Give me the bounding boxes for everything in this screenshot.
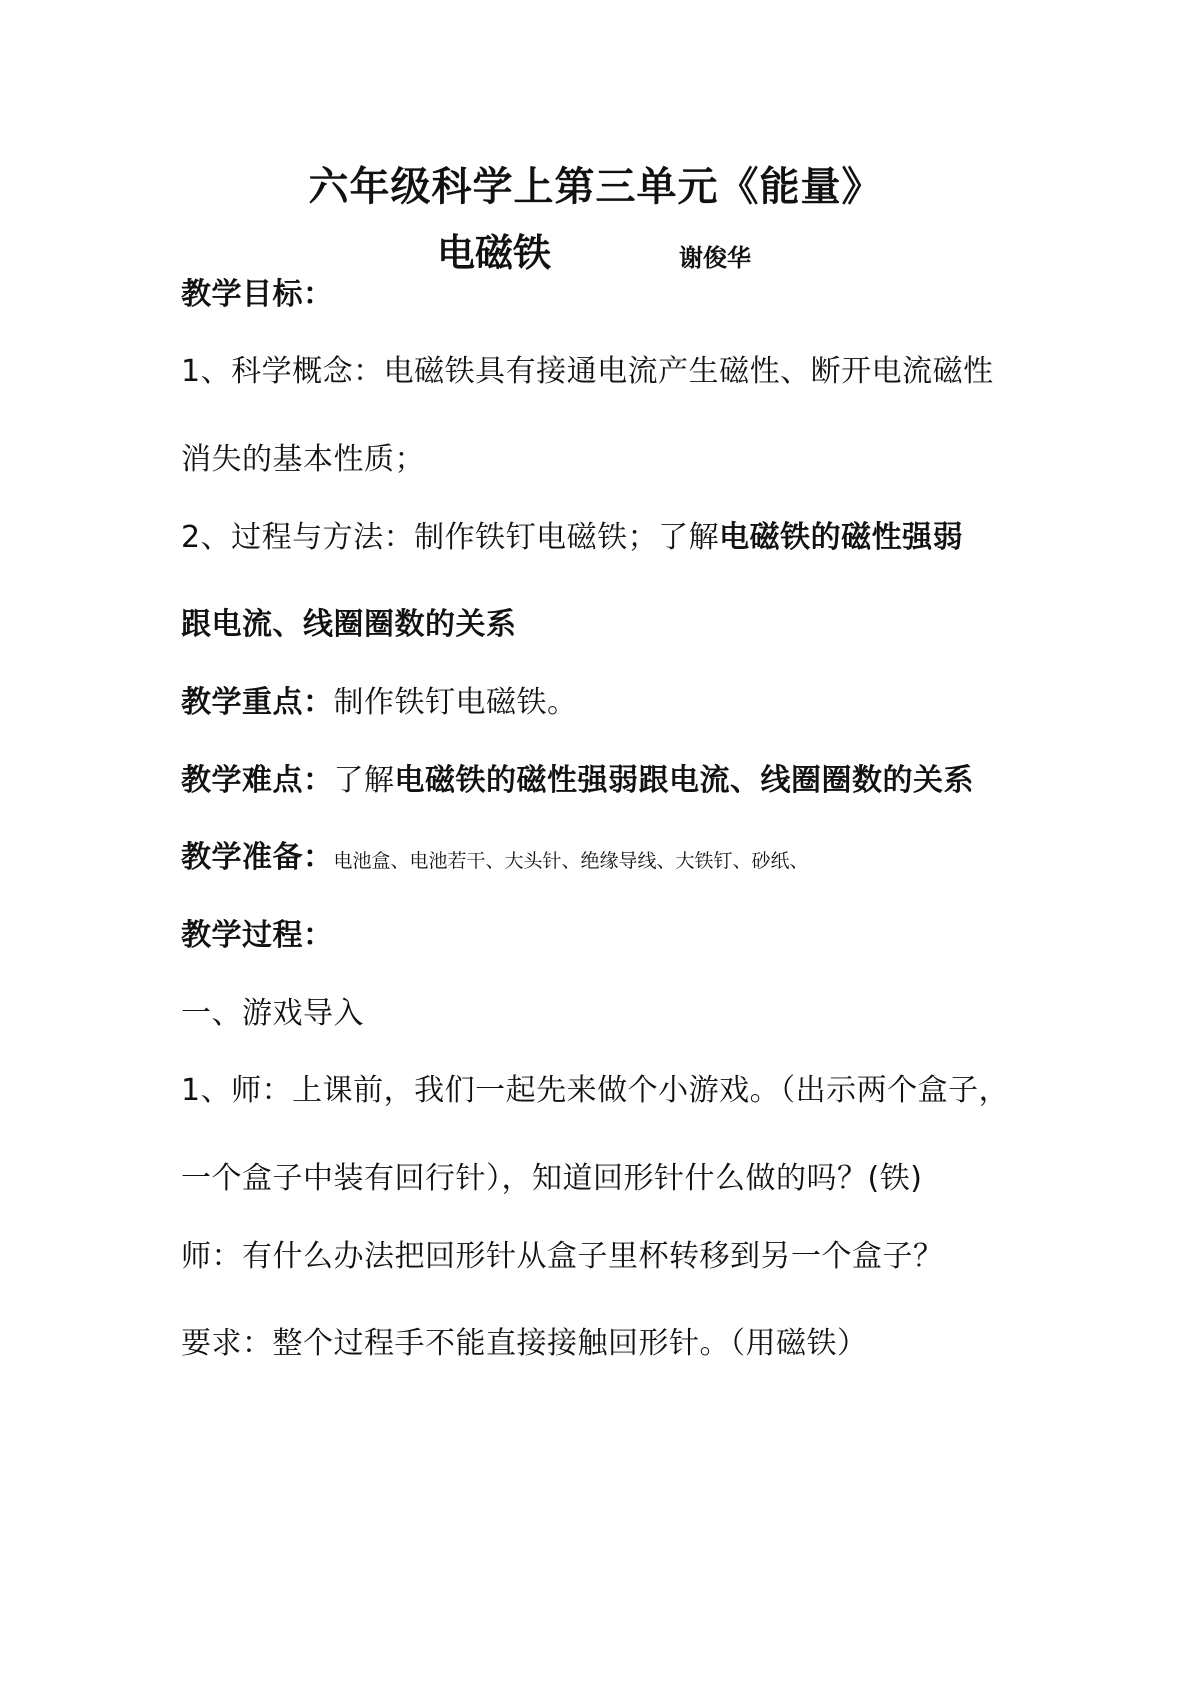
document-title: 六年级科学上第三单元《能量》 — [308, 163, 883, 210]
objectives-heading: 教学目标： — [181, 277, 334, 312]
key-point-label: 教学重点： — [181, 685, 334, 720]
paragraph-3: 要求：整个过程手不能直接接触回形针。（用磁铁） — [181, 1326, 868, 1361]
objective-2-line-2: 跟电流、线圈圈数的关系 — [181, 607, 517, 642]
paragraph-1-line-1: 1、师：上课前，我们一起先来做个小游戏。（出示两个盒子， — [181, 1073, 1010, 1108]
objective-2-line-1 — [181, 520, 963, 556]
objective-1-line-1: 1、科学概念：电磁铁具有接通电流产生磁性、断开电流磁性 — [181, 354, 994, 389]
difficulty-label: 教学难点： — [181, 763, 334, 798]
key-point-text: 制作铁钉电磁铁。 — [333, 685, 578, 720]
objective-2-prefix: 2、过程与方法：制作铁钉电磁铁；了解 — [181, 520, 720, 555]
difficulty-bold: 电磁铁的磁性强弱跟电流、线圈圈数的关系 — [394, 763, 974, 798]
document-subtitle: 电磁铁 — [437, 231, 552, 275]
preparation-text: 电池盒、电池若干、大头针、绝缘导线、大铁钉、砂纸、 — [333, 850, 809, 872]
preparation-line — [181, 840, 809, 879]
difficulty-line — [181, 763, 974, 799]
objective-1-line-2: 消失的基本性质； — [181, 442, 425, 477]
difficulty-prefix: 了解 — [333, 763, 395, 798]
objective-2-bold: 电磁铁的磁性强弱 — [719, 520, 964, 555]
paragraph-1-line-2: 一个盒子中装有回行针），知道回形针什么做的吗？(铁) — [181, 1161, 923, 1196]
key-point-line — [181, 685, 578, 721]
author-name: 谢俊华 — [679, 244, 751, 272]
section-1-heading: 一、游戏导入 — [181, 996, 364, 1031]
process-heading: 教学过程： — [181, 918, 334, 953]
preparation-label: 教学准备： — [181, 840, 334, 875]
paragraph-2: 师：有什么办法把回形针从盒子里杯转移到另一个盒子？ — [181, 1239, 944, 1274]
